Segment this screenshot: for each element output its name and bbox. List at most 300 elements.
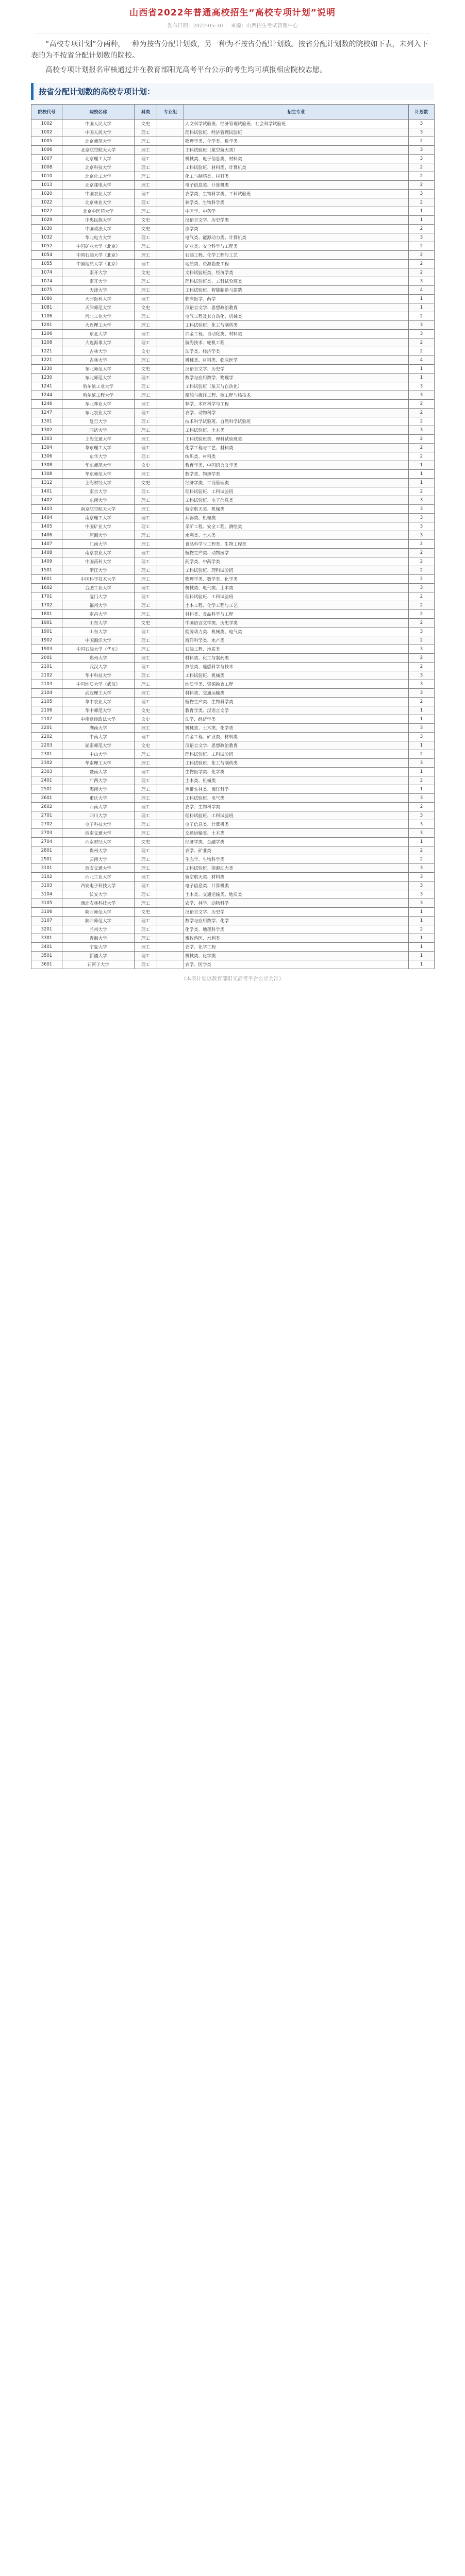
cell-category: 理工 [135, 382, 157, 391]
cell-code: 1701 [31, 592, 62, 601]
table-row [31, 531, 435, 540]
cell-code: 3102 [31, 873, 62, 882]
cell-majors: 冶金工程、矿业类、材料类 [184, 733, 409, 741]
cell-school: 西南大学 [62, 803, 135, 811]
cell-code: 1029 [31, 216, 62, 225]
cell-majors: 农学、林学、动物科学 [184, 899, 409, 908]
cell-code: 3103 [31, 882, 62, 890]
table-row [31, 645, 435, 654]
table-row [31, 409, 435, 417]
cell-school: 北京师范大学 [62, 137, 135, 146]
cell-school: 西安电子科技大学 [62, 882, 135, 890]
table-row [31, 225, 435, 233]
cell-quota: 2 [409, 260, 435, 268]
cell-category: 理工 [135, 356, 157, 365]
cell-majors: 数学与应用数学、物理学 [184, 374, 409, 382]
cell-category: 理工 [135, 435, 157, 444]
cell-school: 华中师范大学 [62, 706, 135, 715]
cell-code: 1903 [31, 645, 62, 654]
cell-code: 2101 [31, 663, 62, 671]
cell-category: 理工 [135, 181, 157, 190]
cell-school: 南开大学 [62, 268, 135, 277]
cell-code: 1221 [31, 347, 62, 356]
cell-category: 理工 [135, 540, 157, 549]
cell-quota: 2 [409, 181, 435, 190]
cell-group [157, 522, 184, 531]
cell-group [157, 654, 184, 663]
cell-school: 福州大学 [62, 601, 135, 610]
cell-code: 1230 [31, 365, 62, 374]
table-row [31, 776, 435, 785]
cell-school: 河海大学 [62, 531, 135, 540]
cell-quota: 2 [409, 698, 435, 706]
table-header-row [31, 105, 435, 120]
cell-code: 1206 [31, 330, 62, 338]
cell-code: 1312 [31, 479, 62, 487]
cell-majors: 物理学类、化学类、数学类 [184, 137, 409, 146]
cell-school: 天津大学 [62, 286, 135, 295]
cell-quota: 3 [409, 820, 435, 829]
cell-majors: 农学类、生物科学类、工科试验班 [184, 190, 409, 198]
cell-majors: 汉语言文学、历史学 [184, 908, 409, 917]
cell-majors: 石油工程、化学工程与工艺 [184, 251, 409, 260]
cell-code: 1006 [31, 146, 62, 155]
table-row [31, 873, 435, 882]
cell-quota: 1 [409, 706, 435, 715]
cell-group [157, 882, 184, 890]
table-row [31, 698, 435, 706]
cell-group [157, 636, 184, 645]
cell-school: 中国矿业大学 [62, 522, 135, 531]
cell-code: 2302 [31, 759, 62, 768]
cell-school: 兰州大学 [62, 925, 135, 934]
cell-school: 中国科学技术大学 [62, 575, 135, 584]
table-row [31, 347, 435, 356]
table-row [31, 759, 435, 768]
cell-category: 理工 [135, 452, 157, 461]
cell-majors: 化学工程与工艺、材料类 [184, 444, 409, 452]
cell-majors: 汉语言文学、思想政治教育 [184, 303, 409, 312]
cell-quota: 1 [409, 295, 435, 303]
cell-group [157, 741, 184, 750]
table-row [31, 233, 435, 242]
cell-code: 1306 [31, 452, 62, 461]
cell-group [157, 137, 184, 146]
cell-group [157, 566, 184, 575]
table-row [31, 855, 435, 864]
cell-group [157, 155, 184, 163]
cell-category: 理工 [135, 338, 157, 347]
table-row [31, 706, 435, 715]
table-row [31, 356, 435, 365]
cell-code: 3106 [31, 908, 62, 917]
cell-code: 1401 [31, 487, 62, 496]
cell-majors: 地质学类、资源勘查工程 [184, 680, 409, 689]
cell-quota: 2 [409, 750, 435, 759]
table-row [31, 365, 435, 374]
cell-code: 1032 [31, 233, 62, 242]
cell-category: 文史 [135, 619, 157, 628]
cell-code: 1304 [31, 444, 62, 452]
cell-group [157, 181, 184, 190]
table-row [31, 277, 435, 286]
cell-category: 理工 [135, 426, 157, 435]
cell-majors: 工科试验班、电子信息类 [184, 496, 409, 505]
cell-category: 理工 [135, 952, 157, 960]
cell-code: 1005 [31, 137, 62, 146]
cell-school: 东北师范大学 [62, 374, 135, 382]
cell-group [157, 733, 184, 741]
cell-majors: 理科试验班、工科试验班 [184, 487, 409, 496]
cell-code: 1008 [31, 163, 62, 172]
cell-quota: 2 [409, 137, 435, 146]
cell-school: 北京中医药大学 [62, 207, 135, 216]
cell-majors: 法学、经济学类 [184, 715, 409, 724]
cell-majors: 食品科学与工程类、生物工程类 [184, 540, 409, 549]
cell-group [157, 505, 184, 514]
cell-group [157, 925, 184, 934]
cell-code: 1002 [31, 128, 62, 137]
cell-quota: 3 [409, 829, 435, 838]
cell-majors: 法学类 [184, 225, 409, 233]
cell-group [157, 864, 184, 873]
cell-category: 理工 [135, 514, 157, 522]
cell-majors: 临床医学、药学 [184, 295, 409, 303]
article-header [0, 0, 465, 29]
cell-code: 2202 [31, 733, 62, 741]
cell-majors: 法学类、经济学类 [184, 347, 409, 356]
header-quota: 计划数 [409, 105, 435, 120]
table-row [31, 207, 435, 216]
cell-category: 理工 [135, 566, 157, 575]
table-row [31, 330, 435, 338]
table-row [31, 960, 435, 969]
cell-majors: 教育学类、中国语言文学类 [184, 461, 409, 470]
publish-date: 发布日期：2022-05-30 [167, 23, 223, 29]
cell-category: 理工 [135, 785, 157, 794]
table-row [31, 934, 435, 943]
cell-category: 理工 [135, 251, 157, 260]
header-group: 专业组 [157, 105, 184, 120]
cell-code: 2106 [31, 706, 62, 715]
cell-category: 理工 [135, 549, 157, 557]
table-row [31, 120, 435, 128]
cell-code: 3104 [31, 890, 62, 899]
cell-quota: 3 [409, 724, 435, 733]
cell-category: 理工 [135, 943, 157, 952]
cell-quota: 2 [409, 592, 435, 601]
cell-majors: 机械类、化学类 [184, 952, 409, 960]
cell-code: 2701 [31, 811, 62, 820]
cell-code: 1308 [31, 461, 62, 470]
cell-quota: 3 [409, 628, 435, 636]
cell-quota: 1 [409, 479, 435, 487]
table-row [31, 680, 435, 689]
cell-code: 2703 [31, 829, 62, 838]
cell-group [157, 531, 184, 540]
cell-school: 重庆大学 [62, 794, 135, 803]
cell-majors: 数学类、物理学类 [184, 470, 409, 479]
cell-group [157, 794, 184, 803]
cell-quota: 2 [409, 487, 435, 496]
cell-group [157, 829, 184, 838]
table-row [31, 400, 435, 409]
cell-group [157, 426, 184, 435]
cell-category: 文史 [135, 479, 157, 487]
table-row [31, 846, 435, 855]
cell-category: 理工 [135, 128, 157, 137]
cell-school: 中国药科大学 [62, 557, 135, 566]
cell-school: 电子科技大学 [62, 820, 135, 829]
cell-group [157, 330, 184, 338]
cell-majors: 化工与制药类、材料类 [184, 172, 409, 181]
cell-category: 理工 [135, 496, 157, 505]
cell-category: 理工 [135, 487, 157, 496]
cell-school: 中国人民大学 [62, 120, 135, 128]
cell-quota: 3 [409, 330, 435, 338]
cell-category: 理工 [135, 321, 157, 330]
cell-code: 1002 [31, 120, 62, 128]
cell-group [157, 321, 184, 330]
cell-code: 3101 [31, 864, 62, 873]
cell-group [157, 479, 184, 487]
cell-category: 理工 [135, 330, 157, 338]
cell-group [157, 820, 184, 829]
cell-school: 云南大学 [62, 855, 135, 864]
table-row [31, 522, 435, 531]
cell-school: 中国人民大学 [62, 128, 135, 137]
cell-majors: 理科试验班、工科试验班 [184, 592, 409, 601]
cell-category: 理工 [135, 277, 157, 286]
cell-quota: 4 [409, 286, 435, 295]
table-row [31, 890, 435, 899]
cell-majors: 林学类、生物科学类 [184, 198, 409, 207]
cell-group [157, 575, 184, 584]
cell-majors: 物理学类、数学类、化学类 [184, 575, 409, 584]
cell-quota: 3 [409, 522, 435, 531]
cell-majors: 汉语言文学、历史学类 [184, 216, 409, 225]
cell-code: 1208 [31, 338, 62, 347]
table-row [31, 733, 435, 741]
table-row [31, 741, 435, 750]
cell-school: 华东师范大学 [62, 470, 135, 479]
cell-code: 3401 [31, 943, 62, 952]
cell-category: 理工 [135, 759, 157, 768]
cell-code: 2303 [31, 768, 62, 776]
cell-group [157, 645, 184, 654]
cell-school: 武汉理工大学 [62, 689, 135, 698]
cell-category: 理工 [135, 820, 157, 829]
cell-category: 理工 [135, 295, 157, 303]
plan-table [31, 104, 435, 969]
cell-school: 上海财经大学 [62, 479, 135, 487]
cell-group [157, 444, 184, 452]
table-row [31, 750, 435, 759]
cell-quota: 2 [409, 409, 435, 417]
cell-school: 东北大学 [62, 330, 135, 338]
cell-school: 武汉大学 [62, 663, 135, 671]
cell-code: 1308 [31, 470, 62, 479]
table-row [31, 601, 435, 610]
cell-category: 理工 [135, 829, 157, 838]
cell-school: 厦门大学 [62, 592, 135, 601]
cell-school: 哈尔滨工业大学 [62, 382, 135, 391]
cell-category: 理工 [135, 724, 157, 733]
cell-school: 西南财经大学 [62, 838, 135, 846]
cell-category: 文史 [135, 268, 157, 277]
cell-quota: 3 [409, 584, 435, 592]
cell-quota: 3 [409, 496, 435, 505]
cell-category: 理工 [135, 776, 157, 785]
cell-code: 3501 [31, 952, 62, 960]
cell-majors: 技术科学试验班、自然科学试验班 [184, 417, 409, 426]
table-row [31, 190, 435, 198]
cell-school: 北京邮电大学 [62, 181, 135, 190]
cell-category: 理工 [135, 846, 157, 855]
cell-quota: 2 [409, 400, 435, 409]
cell-majors: 电子信息类、计算机类 [184, 820, 409, 829]
table-row [31, 540, 435, 549]
cell-group [157, 706, 184, 715]
cell-category: 文史 [135, 365, 157, 374]
cell-majors: 生态学、生物科学类 [184, 855, 409, 864]
table-row [31, 426, 435, 435]
cell-majors: 工科试验班、智能制造与建造 [184, 286, 409, 295]
cell-group [157, 172, 184, 181]
cell-code: 1106 [31, 312, 62, 321]
cell-majors: 电气类、能源动力类、计算机类 [184, 233, 409, 242]
cell-code: 1247 [31, 409, 62, 417]
cell-group [157, 943, 184, 952]
cell-majors: 化学类、地理科学类 [184, 925, 409, 934]
cell-majors: 林学、木材科学与工程 [184, 400, 409, 409]
table-row [31, 829, 435, 838]
table-row [31, 671, 435, 680]
table-row [31, 479, 435, 487]
cell-group [157, 356, 184, 365]
cell-majors: 工科试验班、机械类 [184, 671, 409, 680]
cell-group [157, 417, 184, 426]
cell-group [157, 838, 184, 846]
cell-quota: 2 [409, 663, 435, 671]
cell-group [157, 776, 184, 785]
cell-group [157, 592, 184, 601]
cell-school: 中国地质大学（北京） [62, 260, 135, 268]
cell-school: 中南大学 [62, 733, 135, 741]
table-row [31, 417, 435, 426]
cell-majors: 兵器类、机械类 [184, 514, 409, 522]
cell-code: 2801 [31, 846, 62, 855]
cell-majors: 工科试验班（航空航天类） [184, 146, 409, 155]
table-row [31, 908, 435, 917]
cell-code: 1052 [31, 242, 62, 251]
table-row [31, 286, 435, 295]
cell-majors: 植物生产类、动物医学 [184, 549, 409, 557]
cell-majors: 航海技术、轮机工程 [184, 338, 409, 347]
cell-code: 2501 [31, 785, 62, 794]
table-row [31, 549, 435, 557]
cell-school: 南京农业大学 [62, 549, 135, 557]
cell-quota: 1 [409, 741, 435, 750]
cell-code: 1074 [31, 277, 62, 286]
cell-group [157, 233, 184, 242]
cell-quota: 3 [409, 531, 435, 540]
table-row [31, 470, 435, 479]
cell-quota: 3 [409, 899, 435, 908]
cell-group [157, 312, 184, 321]
cell-code: 1081 [31, 303, 62, 312]
cell-code: 1902 [31, 636, 62, 645]
cell-category: 文史 [135, 225, 157, 233]
cell-school: 东华大学 [62, 452, 135, 461]
cell-school: 中央民族大学 [62, 216, 135, 225]
cell-group [157, 540, 184, 549]
cell-school: 宁夏大学 [62, 943, 135, 952]
cell-school: 华中科技大学 [62, 671, 135, 680]
cell-code: 3107 [31, 917, 62, 925]
cell-group [157, 549, 184, 557]
cell-group [157, 619, 184, 628]
cell-majors: 数学与应用数学、化学 [184, 917, 409, 925]
cell-school: 中国地质大学（武汉） [62, 680, 135, 689]
cell-code: 1201 [31, 321, 62, 330]
cell-school: 西南交通大学 [62, 829, 135, 838]
cell-category: 理工 [135, 680, 157, 689]
cell-category: 理工 [135, 960, 157, 969]
cell-code: 1246 [31, 400, 62, 409]
cell-school: 中国石油大学（北京） [62, 251, 135, 260]
cell-quota: 2 [409, 610, 435, 619]
cell-code: 1403 [31, 505, 62, 514]
table-row [31, 811, 435, 820]
table-row [31, 882, 435, 890]
cell-quota: 1 [409, 838, 435, 846]
cell-quota: 2 [409, 444, 435, 452]
table-row [31, 303, 435, 312]
cell-category: 理工 [135, 750, 157, 759]
cell-school: 南开大学 [62, 277, 135, 286]
cell-category: 文史 [135, 741, 157, 750]
cell-category: 理工 [135, 242, 157, 251]
cell-school: 长安大学 [62, 890, 135, 899]
cell-category: 理工 [135, 470, 157, 479]
cell-majors: 水利类、土木类 [184, 531, 409, 540]
table-row [31, 943, 435, 952]
cell-school: 东北林业大学 [62, 400, 135, 409]
cell-school: 四川大学 [62, 811, 135, 820]
cell-code: 3201 [31, 925, 62, 934]
table-row [31, 312, 435, 321]
cell-category: 文史 [135, 303, 157, 312]
cell-group [157, 251, 184, 260]
table-row [31, 838, 435, 846]
cell-group [157, 146, 184, 155]
cell-majors: 生物医学类、化学类 [184, 768, 409, 776]
cell-majors: 机械类、材料类、临床医学 [184, 356, 409, 365]
cell-school: 西安交通大学 [62, 864, 135, 873]
cell-majors: 电子信息类、计算机类 [184, 882, 409, 890]
cell-category: 理工 [135, 557, 157, 566]
cell-group [157, 724, 184, 733]
cell-group [157, 198, 184, 207]
table-row [31, 461, 435, 470]
cell-quota: 1 [409, 216, 435, 225]
cell-school: 西北工业大学 [62, 873, 135, 882]
cell-group [157, 120, 184, 128]
cell-category: 理工 [135, 654, 157, 663]
cell-school: 南昌大学 [62, 610, 135, 619]
cell-group [157, 899, 184, 908]
